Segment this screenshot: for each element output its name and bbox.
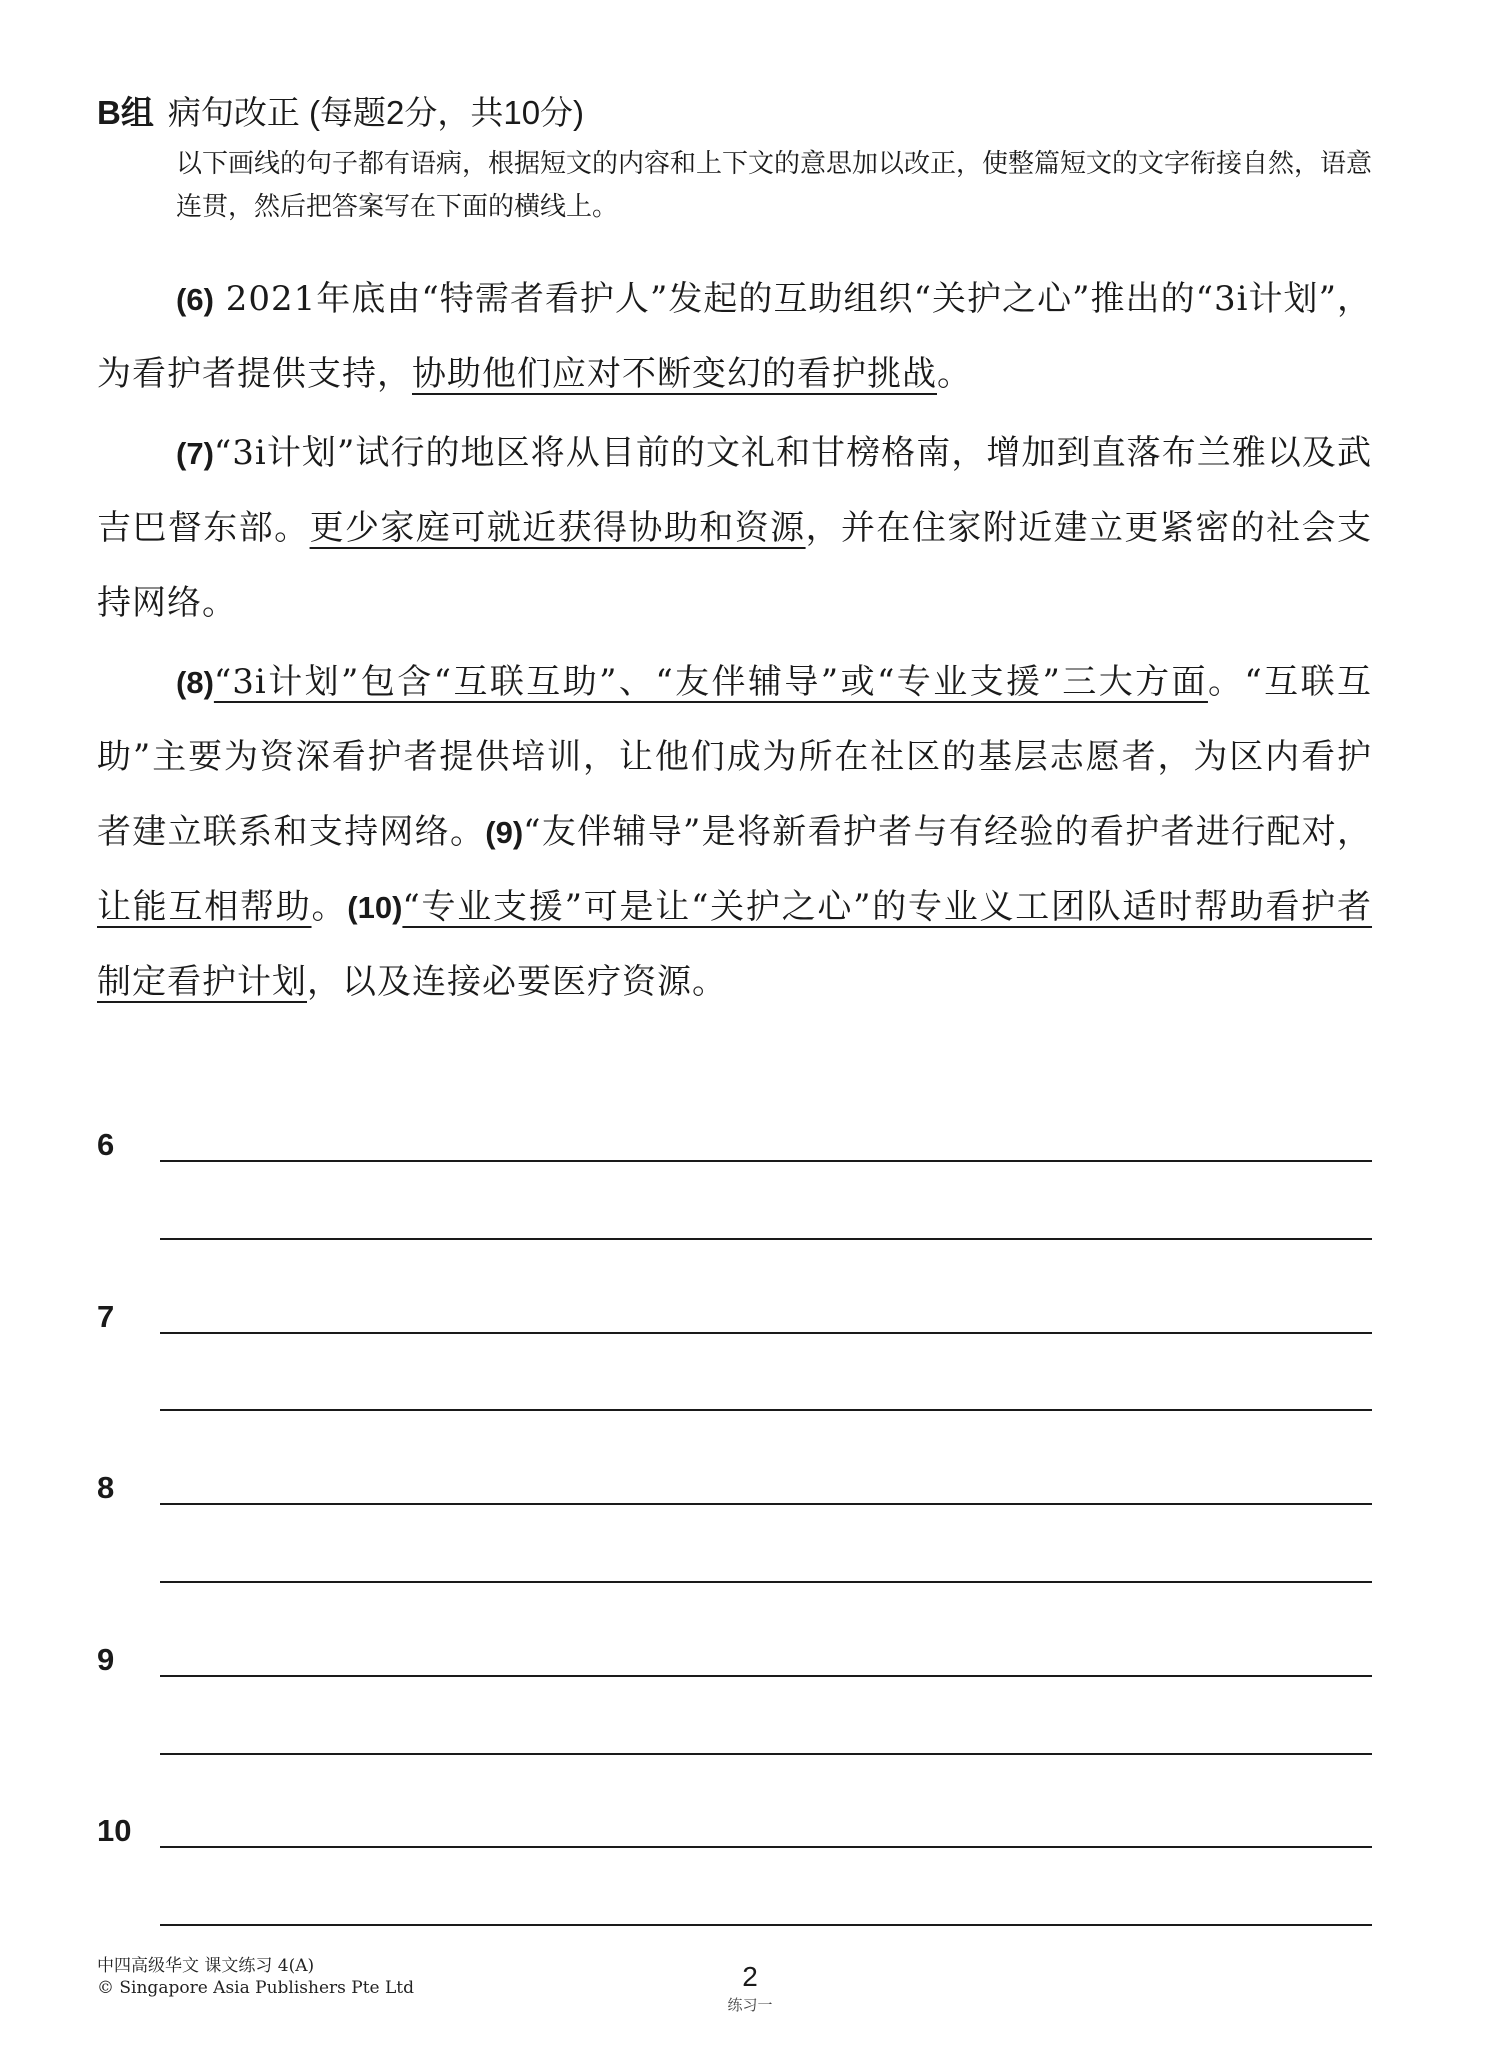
passage-text: 。 [937,354,972,394]
answer-line-10a[interactable] [160,1846,1372,1848]
passage-text: “3i计划”试行的地区将从目前的文礼和甘榜格南，增加到直落布兰雅以及武吉巴督东部。 [97,433,1372,548]
question-number-9: (9) [485,815,524,850]
answer-line-8b[interactable] [160,1581,1372,1583]
answer-label-7: 7 [97,1299,115,1334]
footer-center [700,1962,800,2016]
section-group-label: B组 [97,94,154,131]
answer-line-9a[interactable] [160,1675,1372,1677]
underlined-sentence-6: 协助他们应对不断变幻的看护挑战 [412,354,937,394]
answer-label-8: 8 [97,1470,115,1505]
instruction-text: 以下画线的句子都有语病，根据短文的内容和上下文的意思加以改正，使整篇短文的文字衔接自然，语意连贯，然后把答案写在下面的横线上。 [176,149,1373,222]
passage-text: ，并在住家附近建立更紧密的社会支持网络。 [97,508,1373,623]
underlined-sentence-9: 让能互相帮助 [97,887,312,927]
passage-text: 。“互联互助”主要为资深看护者提供培训，让他们成为所在社区的基层志愿者，为区内看护者建立联系和支持网络。 [97,662,1373,852]
copyright-text: © Singapore Asia Publishers Pte Ltd [97,1978,415,1998]
answer-line-6a[interactable] [160,1160,1372,1162]
passage-text: 2021年底由“特需者看护人”发起的互助组织“关护之心”推出的“3i计划”，为看护者提供支持， [97,279,1372,394]
answer-line-9b[interactable] [160,1753,1372,1755]
book-title: 中四高级华文 课文练习 4(A) [97,1956,315,1976]
passage-text: “友伴辅导”是将新看护者与有经验的看护者进行配对， [523,812,1372,852]
answer-label-6: 6 [97,1127,115,1162]
question-number-8: (8) [176,665,214,700]
answer-line-8a[interactable] [160,1503,1372,1505]
underlined-sentence-7: 更少家庭可就近获得协助和资源 [309,508,806,548]
answer-line-7a[interactable] [160,1332,1372,1334]
page-number: 2 [742,1961,758,1992]
passage-text: 。 [311,887,348,927]
answer-line-10b[interactable] [160,1924,1372,1926]
question-number-6: (6) [176,282,214,317]
answer-label-10: 10 [97,1813,132,1848]
answer-line-7b[interactable] [160,1409,1372,1411]
question-number-7: (7) [176,436,214,471]
passage-text: ，以及连接必要医疗资源。 [307,962,727,1002]
section-title: 病句改正 (每题2分，共10分) [167,94,585,131]
footer-left [97,1955,414,1999]
underlined-sentence-8: “3i计划”包含“互联互助”、“友伴辅导”或“专业支援”三大方面 [213,662,1208,702]
question-number-10: (10) [347,890,403,925]
exercise-label: 练习一 [727,1996,773,2014]
answer-label-9: 9 [97,1642,115,1677]
underlined-sentence-10: “专业支援”可是让“关护之心”的专业义工团队适时帮助看护者制定看护计划 [97,887,1373,1002]
answer-line-6b[interactable] [160,1238,1372,1240]
